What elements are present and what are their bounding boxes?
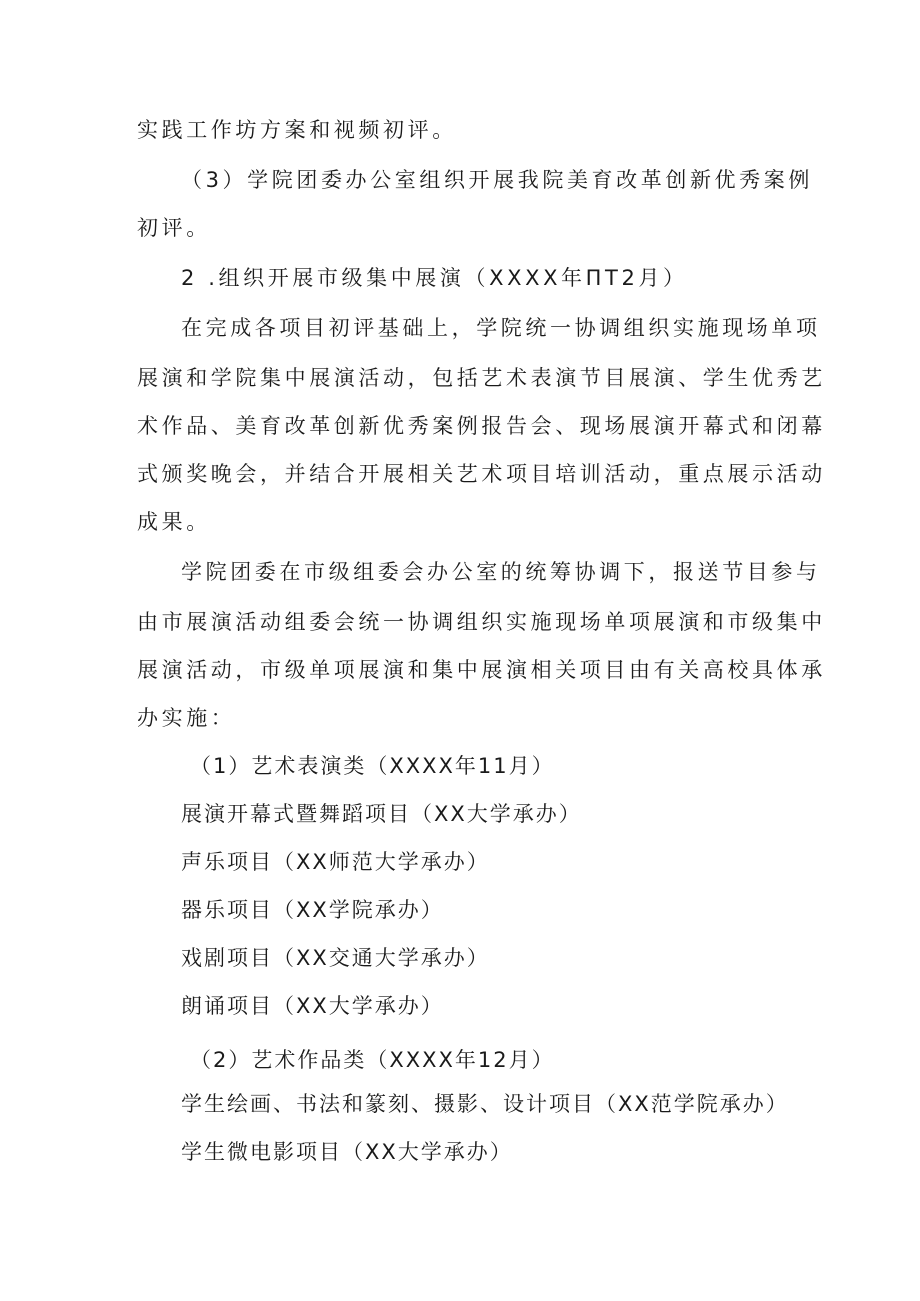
list-item-drama: 戏剧项目（XX交通大学承办） bbox=[181, 946, 490, 970]
subheading-artwork-category: （2）艺术作品类（XXXX年12月） bbox=[190, 1048, 555, 1072]
subheading-performance-category: （1）艺术表演类（XXXX年11月） bbox=[190, 754, 555, 778]
list-item-vocal: 声乐项目（XX师范大学承办） bbox=[181, 850, 490, 874]
list-item-3-continuation: 初评。 bbox=[137, 216, 211, 240]
list-item-dance: 展演开幕式暨舞蹈项目（XX大学承办） bbox=[181, 802, 582, 826]
paragraph-1-line-1: 在完成各项目初评基础上，学院统一协调组织实施现场单项 bbox=[181, 316, 821, 340]
body-line-continuation: 实践工作坊方案和视频初评。 bbox=[137, 118, 457, 142]
list-item-micro-film: 学生微电影项目（XX大学承办） bbox=[181, 1140, 513, 1164]
list-item-painting-calligraphy: 学生绘画、书法和篆刻、摄影、设计项目（XX范学院承办） bbox=[181, 1092, 789, 1116]
paragraph-1-line-5: 成果。 bbox=[137, 510, 211, 534]
list-item-instrumental: 器乐项目（XX学院承办） bbox=[181, 898, 444, 922]
paragraph-2-line-1: 学院团委在市级组委会办公室的统筹协调下，报送节目参与 bbox=[181, 560, 821, 584]
paragraph-2-line-2: 由市展演活动组委会统一协调组织实施现场单项展演和市级集中 bbox=[137, 610, 826, 634]
list-item-3-first-line: （3）学院团委办公室组织开展我院美育改革创新优秀案例 bbox=[181, 168, 813, 192]
paragraph-1-line-4: 式颁奖晚会，并结合开展相关艺术项目培训活动，重点展示活动 bbox=[137, 462, 826, 486]
section-heading-2: 2 .组织开展市级集中展演（XXXX年ΠT2月） bbox=[181, 266, 688, 290]
paragraph-2-line-3: 展演活动，市级单项展演和集中展演相关项目由有关高校具体承 bbox=[137, 658, 826, 682]
paragraph-2-line-4: 办实施： bbox=[137, 706, 236, 730]
list-item-recitation: 朗诵项目（XX大学承办） bbox=[181, 994, 444, 1018]
paragraph-1-line-2: 展演和学院集中展演活动，包括艺术表演节目展演、学生优秀艺 bbox=[137, 366, 826, 390]
paragraph-1-line-3: 术作品、美育改革创新优秀案例报告会、现场展演开幕式和闭幕 bbox=[137, 414, 826, 438]
